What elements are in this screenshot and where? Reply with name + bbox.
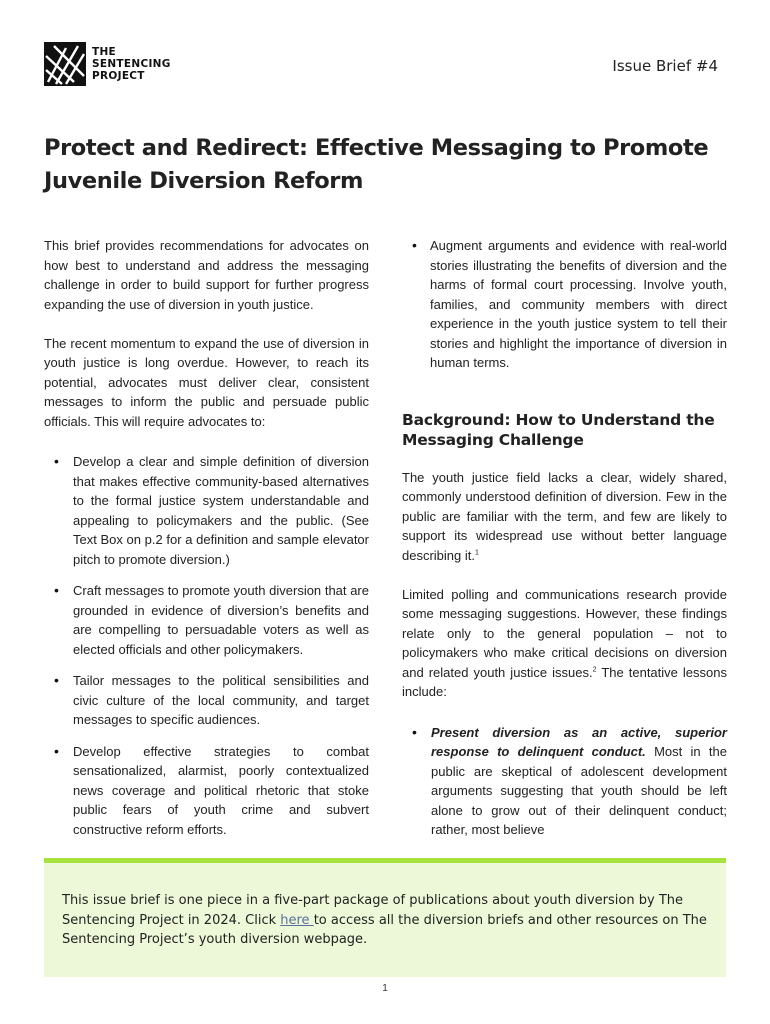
section-heading: Background: How to Understand the Messaging Challenge <box>402 410 715 449</box>
callout-text-after: to access all the diversion briefs and other resources on The Sentencing Project’s youth diversion webpage. <box>62 912 707 947</box>
definition-paragraph <box>402 468 727 566</box>
sentencing-project-logo-mark <box>44 42 86 86</box>
advocate-recommendations-list <box>44 452 369 839</box>
momentum-paragraph: The recent momentum to expand the use of diversion in youth justice is long overdue. However, to reach its potential, advocates must deliver clear, consistent messages to inform the public and persuade public officials. This will require advocates to: <box>44 335 369 429</box>
page-number: 1 <box>382 983 388 994</box>
lesson-body: Most in the public are skeptical of adolescent development arguments suggesting that youth should be left alone to grow out of their delinquent conduct; rather, most believe <box>431 744 727 837</box>
left-column <box>44 236 369 839</box>
list-item: • Tailor messages to the political sensibilities and civic culture of the local community, and target messages to specific audiences. <box>44 671 369 730</box>
research-text: Limited polling and communications research provide some messaging suggestions. However, these findings relate only to the general population – not to policymakers who make critical decisions on diversion and related youth justice issues. <box>402 586 727 680</box>
continued-recommendations-list <box>402 236 727 373</box>
diversion-briefs-link[interactable]: here <box>280 912 314 928</box>
logo-wordmark <box>92 46 171 82</box>
logo-line-2: SENTENCING <box>92 58 171 70</box>
definition-text: The youth justice field lacks a clear, widely shared, commonly understood definition of diversion. Few in the public are familiar with the term, and few are likely to support its widespread use without better language describing it. <box>402 469 727 563</box>
callout-text-before: This issue brief is one piece in a five-part package of publications about youth diversion by The Sentencing Project in 2024. Click <box>62 893 683 928</box>
list-item <box>402 723 727 840</box>
intro-paragraph: This brief provides recommendations for advocates on how best to understand and address the messaging challenge in order to build support for further progress expanding the use of diversion in youth justice. <box>44 238 369 312</box>
issue-label: Issue Brief #4 <box>612 57 718 75</box>
right-column <box>402 236 727 840</box>
list-item: • Craft messages to promote youth diversion that are grounded in evidence of diversion’s benefits and are compelling to persuadable voters as well as elected officials and other policymakers. <box>44 581 369 659</box>
footnote-ref-2[interactable]: 2 <box>592 666 597 674</box>
footnote-ref-1[interactable]: 1 <box>474 549 479 557</box>
sentencing-project-logo[interactable] <box>44 42 171 86</box>
page-title: Protect and Redirect: Effective Messaging to Promote Juvenile Diversion Reform <box>44 135 709 194</box>
list-item: • Develop a clear and simple definition of diversion that makes effective community-based alternatives to the formal justice system understandable and appealing to policymakers and the public. (See Text Box on p.2 for a definition and sample elevator pitch to promote diversion.) <box>44 452 369 569</box>
callout-text <box>44 863 726 950</box>
research-tail: The tentative lessons include: <box>402 664 727 699</box>
list-item: • Augment arguments and evidence with real-world stories illustrating the benefits of diversion and the harms of formal court processing. Involve youth, families, and community members with direct experience in the youth justice system to tell their stories and highlight the importance of diversion in human terms. <box>402 236 727 373</box>
lessons-list <box>402 723 727 840</box>
callout-box <box>44 858 726 977</box>
logo-line-1: THE <box>92 46 117 58</box>
list-item: • Develop effective strategies to combat sensationalized, alarmist, poorly contextualized news coverage and political rhetoric that stoke public fears of youth crime and subvert constructive reform efforts. <box>44 742 369 840</box>
logo-line-3: PROJECT <box>92 70 145 82</box>
research-paragraph <box>402 585 727 702</box>
lesson-lead: Present diversion as an active, superior response to delinquent conduct. <box>431 724 727 759</box>
